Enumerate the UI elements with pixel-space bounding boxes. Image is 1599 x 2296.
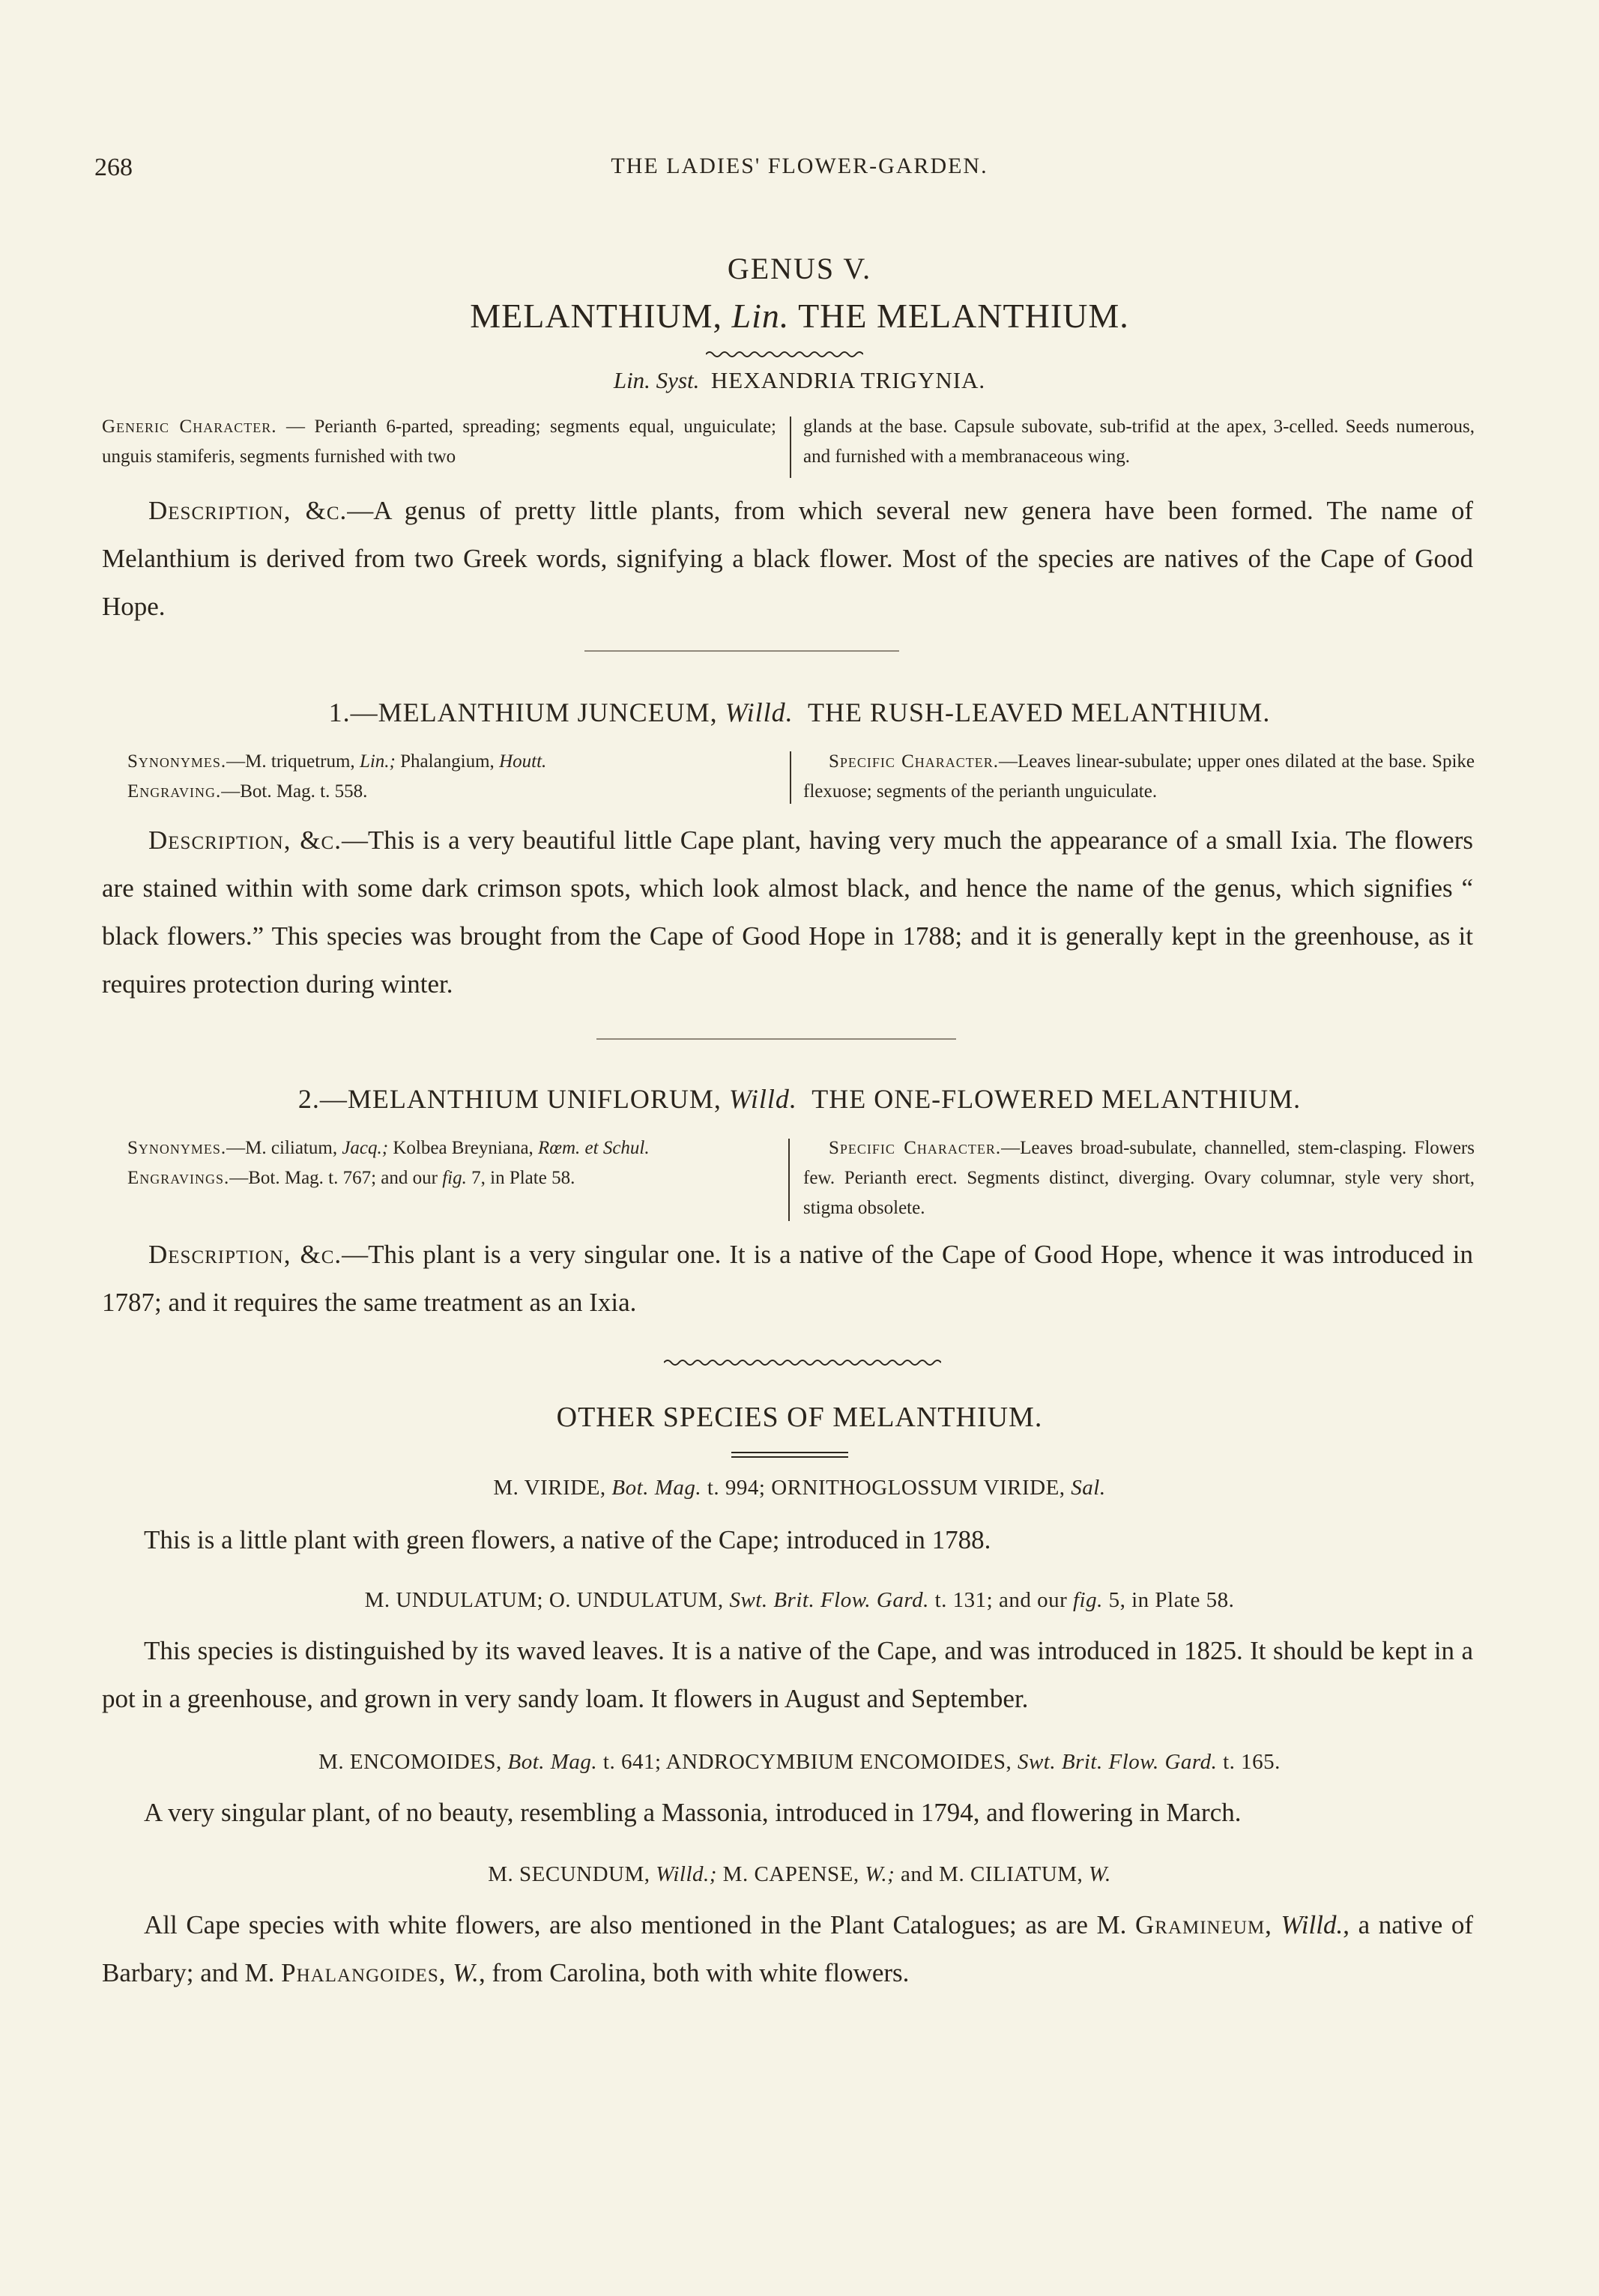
other-entry-1-title [0, 1476, 1599, 1500]
other-species-heading: OTHER SPECIES OF MELANTHIUM. [556, 1402, 1043, 1433]
entry-title-italic: W. [1088, 1862, 1111, 1886]
generic-character-lead: Generic Character. [102, 417, 277, 437]
entry-title-part: M. UNDULATUM; O. UNDULATUM, [364, 1588, 724, 1612]
other-entry-3-text: A very singular plant, of no beauty, resembling a Massonia, introduced in 1794, and flowering in March. [144, 1798, 1242, 1827]
synonyms-text-2: Phalangium, [400, 751, 495, 772]
genus-title [0, 296, 1599, 336]
entry-title-italic: Swt. Brit. Flow. Gard. [729, 1588, 929, 1612]
lin-syst-label: Lin. Syst. [613, 367, 700, 393]
engravings-text: —Bot. Mag. t. 767; and our [229, 1168, 438, 1188]
genus-heading: GENUS V. [727, 252, 872, 285]
final-gramineum: Gramineum, [1135, 1910, 1272, 1939]
specific-character-text: —Leaves broad-subulate, channelled, stem-clasping. Flowers few. Perianth erect. Segments distinct, diverging. Ovary columnar, style very short, stigma obsolete. [803, 1138, 1475, 1218]
entry-title-italic: Bot. Mag. [611, 1476, 702, 1500]
section-rule-2 [596, 1038, 956, 1040]
genus-name: MELANTHIUM, [470, 297, 723, 335]
other-entry-2-title [0, 1588, 1599, 1613]
species-2-description-text: —This plant is a very singular one. It is a native of the Cape of Good Hope, whence it was introduced in 1787; and it requires the same treatment as an Ixia. [102, 1240, 1473, 1317]
species-1-name: 1.—MELANTHIUM JUNCEUM, [328, 697, 718, 727]
final-paragraph [102, 1901, 1473, 1997]
species-2-synonyms [102, 1133, 769, 1193]
generic-character-left [102, 412, 776, 472]
species-1-common-name: THE RUSH-LEAVED MELANTHIUM. [808, 697, 1271, 727]
engravings-fig: fig. [442, 1168, 467, 1188]
entry-title-part: M. SECUNDUM, [488, 1862, 650, 1886]
other-entry-4-title [0, 1862, 1599, 1887]
species-1-engraving-line [127, 777, 787, 807]
synonyms-lin: Lin.; [359, 751, 396, 772]
synonyms-text: —M. ciliatum, [226, 1138, 338, 1158]
synonyms-lead: Synonymes. [127, 751, 227, 772]
entry-title-part: t. 165. [1223, 1750, 1281, 1774]
final-phalangoides: Phalangoides, [281, 1958, 447, 1987]
entry-title-part: and M. CILIATUM, [901, 1862, 1083, 1886]
entry-title-italic: W.; [865, 1862, 895, 1886]
generic-character-right: glands at the base. Capsule subovate, sub-trifid at the apex, 3-celled. Seeds numerous, and furnished with a membranaceous wing. [803, 417, 1475, 467]
final-text-1: All Cape species with white flowers, are also mentioned in the Plant Catalogues; as are M. [144, 1910, 1127, 1939]
engraving-lead: Engraving. [127, 781, 222, 802]
column-divider-2 [790, 751, 791, 804]
generic-character-text: — Perianth 6-parted, spreading; segments equal, unguiculate; unguis stamiferis, segments furnished with two [102, 417, 777, 467]
wavy-rule-1 [706, 349, 863, 360]
species-2-authority: Willd. [728, 1084, 797, 1114]
wavy-rule-2 [664, 1357, 941, 1368]
page-number: 268 [94, 154, 133, 181]
engravings-text-2: 7, in Plate 58. [471, 1168, 575, 1188]
species-2-synonyms-line [102, 1133, 769, 1163]
species-2-description [102, 1231, 1473, 1327]
synonyms-text-2: Kolbea Breyniana, [393, 1138, 533, 1158]
final-text-3: , from Carolina, both with white flowers. [478, 1958, 910, 1987]
species-1-description [102, 817, 1473, 1008]
specific-character-text: —Leaves linear-subulate; upper ones dilated at the base. Spike flexuose; segments of the perianth unguiculate. [803, 751, 1475, 802]
species-2-title [0, 1083, 1599, 1115]
running-title: THE LADIES' FLOWER-GARDEN. [611, 154, 988, 178]
entry-title-italic: Sal. [1071, 1476, 1106, 1500]
other-entry-2-text: This species is distinguished by its waved leaves. It is a native of the Cape, and was introduced in 1825. It should be kept in a pot in a greenhouse, and grown in very sandy loam. It flowers in August and September. [102, 1636, 1473, 1713]
engraving-text: —Bot. Mag. t. 558. [221, 781, 368, 802]
entry-title-italic: Swt. Brit. Flow. Gard. [1017, 1750, 1218, 1774]
genus-description [102, 487, 1473, 631]
synonyms-houtt: Houtt. [499, 751, 547, 772]
double-rule [731, 1452, 848, 1458]
entry-title-italic: Bot. Mag. [507, 1750, 598, 1774]
synonyms-roem: Rœm. et Schul. [538, 1138, 650, 1158]
entry-title-part: t. 131; and our [934, 1588, 1068, 1612]
species-2-engravings-line [102, 1163, 769, 1193]
section-rule-1 [584, 650, 899, 652]
species-1-synonyms [127, 747, 787, 807]
entry-title-italic: fig. [1072, 1588, 1103, 1612]
specific-character-lead: Specific Character. [829, 751, 1000, 772]
entry-title-part: 5, in Plate 58. [1108, 1588, 1235, 1612]
final-willd: Willd. [1281, 1910, 1343, 1939]
final-text-2: , a native of Barbary; and M. [102, 1910, 1474, 1987]
lin-syst [0, 367, 1599, 394]
species-2-specific-character [803, 1133, 1475, 1223]
genus-common-name: THE MELANTHIUM. [798, 297, 1129, 335]
species-1-description-text: —This is a very beautiful little Cape plant, having very much the appearance of a small Ixia. The flowers are stained within with some dark crimson spots, which look almost black, and hence the name of the genus, which signifies “ black flowers.” This species was brought from the Cape of Good Hope in 1788; and it is generally kept in the greenhouse, as it requires protection during winter. [102, 826, 1473, 999]
synonyms-lead: Synonymes. [127, 1138, 227, 1158]
entry-title-italic: Willd.; [656, 1862, 717, 1886]
species-1-specific-character [803, 747, 1475, 807]
lin-syst-value: HEXANDRIA TRIGYNIA. [710, 367, 986, 393]
other-entry-3-title [0, 1750, 1599, 1775]
species-1-title [0, 697, 1599, 728]
synonyms-text: —M. triquetrum, [226, 751, 355, 772]
species-1-synonyms-line [127, 747, 787, 777]
other-entry-1-text: This is a little plant with green flowers, a native of the Cape; introduced in 1788. [144, 1525, 991, 1554]
genus-authority: Lin. [731, 297, 790, 335]
specific-character-lead: Specific Character. [829, 1138, 1002, 1158]
genus-description-lead: Description, &c. [148, 496, 348, 525]
engravings-lead: Engravings. [127, 1168, 230, 1188]
synonyms-jacq: Jacq.; [342, 1138, 389, 1158]
species-2-common-name: THE ONE-FLOWERED MELANTHIUM. [811, 1084, 1302, 1114]
column-divider-3 [788, 1139, 790, 1221]
entry-title-part: t. 641; ANDROCYMBIUM ENCOMOIDES, [602, 1750, 1012, 1774]
entry-title-part: M. VIRIDE, [493, 1476, 606, 1500]
genus-description-text: —A genus of pretty little plants, from which several new genera have been formed. The name of Melanthium is derived from two Greek words, signifying a black flower. Most of the species are natives of the Cape of Good Hope. [102, 496, 1474, 621]
species-1-description-lead: Description, &c. [148, 826, 342, 855]
species-1-authority: Willd. [725, 697, 794, 727]
species-2-description-lead: Description, &c. [148, 1240, 342, 1269]
entry-title-part: M. CAPENSE, [722, 1862, 859, 1886]
column-divider-1 [790, 417, 791, 478]
species-2-name: 2.—MELANTHIUM UNIFLORUM, [297, 1084, 722, 1114]
final-w: W. [453, 1958, 479, 1987]
entry-title-part: M. ENCOMOIDES, [318, 1750, 502, 1774]
entry-title-part: t. 994; ORNITHOGLOSSUM VIRIDE, [707, 1476, 1066, 1500]
